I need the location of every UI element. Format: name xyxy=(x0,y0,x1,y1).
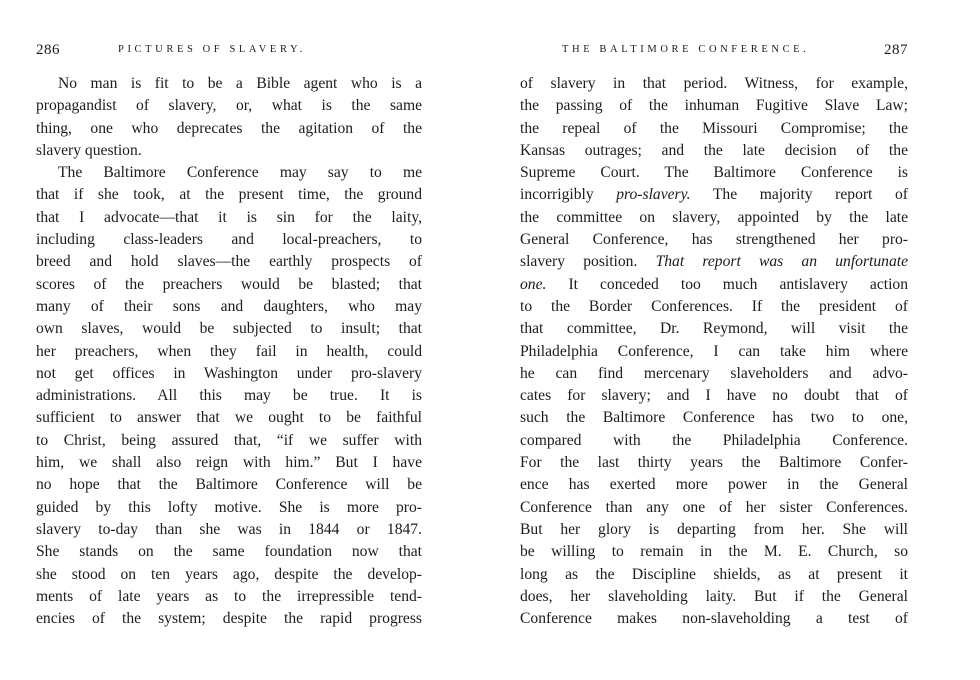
line-text: that committee, Dr. Reymond, will visit the xyxy=(520,320,908,338)
text-line xyxy=(36,608,422,630)
line-text: Supreme Court. The Baltimore Conference is xyxy=(520,164,908,182)
right-page-number: 287 xyxy=(884,42,908,58)
text-line xyxy=(520,385,908,407)
line-text: the committee on slavery, appointed by the late xyxy=(520,208,908,226)
right-page xyxy=(520,0,908,680)
line-text: Conference makes non-slaveholding a test of xyxy=(520,610,908,628)
line-text: to the Border Conferences. If the president of xyxy=(520,297,908,315)
text-line xyxy=(520,140,908,162)
text-line xyxy=(36,296,422,318)
line-text: does, her slaveholding laity. But if the General xyxy=(520,587,908,605)
text-line xyxy=(520,274,908,296)
line-text: many of their sons and daughters, who may xyxy=(36,297,422,315)
text-line xyxy=(36,586,422,608)
line-text: cates for slavery; and I have no doubt that of xyxy=(520,387,908,405)
line-text: he can find mercenary slaveholders and advo- xyxy=(520,364,908,382)
text-line xyxy=(520,162,908,184)
text-line xyxy=(36,274,422,296)
line-text: compared with the Philadelphia Conference. xyxy=(520,431,908,449)
text-line xyxy=(36,251,422,273)
line-text: such the Baltimore Conference has two to one, xyxy=(520,409,908,427)
left-page-number: 286 xyxy=(36,42,60,58)
left-running-title: PICTURES OF SLAVERY. xyxy=(118,44,307,55)
line-italic-text: That report was an unfortunate xyxy=(655,253,908,271)
line-text: the passing of the inhuman Fugitive Slave Law; xyxy=(520,97,908,115)
line-text: No man is fit to be a Bible agent who is a xyxy=(58,75,422,92)
text-line xyxy=(520,118,908,140)
text-line xyxy=(520,541,908,563)
line-text-after: The majority report of xyxy=(690,186,908,204)
text-line xyxy=(36,363,422,385)
line-text: encies of the system; despite the rapid progress xyxy=(36,610,422,628)
text-line xyxy=(520,407,908,429)
line-text: long as the Discipline shields, as at present it xyxy=(520,565,908,583)
line-text: no hope that the Baltimore Conference will be xyxy=(36,476,422,494)
text-line xyxy=(36,118,422,140)
line-text: Philadelphia Conference, I can take him where xyxy=(520,342,908,360)
line-text: slavery to-day than she was in 1844 or 1847. xyxy=(36,520,422,538)
line-text: slavery position. xyxy=(520,253,656,271)
line-text: ments of late years as to the irrepressible tend- xyxy=(36,587,422,605)
line-text: She stands on the same foundation now that xyxy=(36,543,422,561)
text-line xyxy=(36,318,422,340)
line-text: that I advocate—that it is sin for the laity, xyxy=(36,208,422,226)
text-line xyxy=(36,541,422,563)
text-line xyxy=(520,73,908,95)
line-text: The Baltimore Conference may say to me xyxy=(58,164,422,182)
line-text: scores of the preachers would be blasted; that xyxy=(36,275,422,293)
line-text: own slaves, would be subjected to insult; that xyxy=(36,320,422,338)
text-line xyxy=(520,207,908,229)
line-text: her preachers, when they fail in health, could xyxy=(36,342,422,360)
line-text: be willing to remain in the M. E. Church, so xyxy=(520,543,908,561)
right-running-title: THE BALTIMORE CONFERENCE. xyxy=(562,44,810,55)
line-text: that if she took, at the present time, the ground xyxy=(36,186,422,204)
line-text: incorrigibly xyxy=(520,186,617,204)
text-line xyxy=(36,407,422,429)
text-line xyxy=(36,519,422,541)
left-page xyxy=(36,0,422,680)
line-text: to Christ, being assured that, “if we suffer with xyxy=(36,431,422,449)
text-line xyxy=(36,341,422,363)
text-line xyxy=(520,564,908,586)
text-line xyxy=(520,95,908,117)
line-text: thing, one who deprecates the agitation of the xyxy=(36,119,422,137)
line-text: propagandist of slavery, or, what is the same xyxy=(36,97,422,115)
text-line xyxy=(36,430,422,452)
text-line xyxy=(520,519,908,541)
line-text: ence has exerted more power in the General xyxy=(520,476,908,494)
left-running-head xyxy=(36,42,422,62)
text-line xyxy=(36,184,422,206)
text-line xyxy=(36,207,422,229)
text-line xyxy=(36,564,422,586)
line-text: guided by this lofty motive. She is more pro- xyxy=(36,498,422,516)
text-line xyxy=(520,363,908,385)
line-text: slavery question. xyxy=(36,141,142,159)
line-text: breed and hold slaves—the earthly prospects of xyxy=(36,253,422,271)
line-italic-text: pro-slavery. xyxy=(616,186,691,204)
text-line xyxy=(36,73,422,95)
text-line xyxy=(36,497,422,519)
text-line xyxy=(520,184,908,206)
text-line xyxy=(520,341,908,363)
line-text: For the last thirty years the Baltimore Confer- xyxy=(520,454,908,472)
line-text: of slavery in that period. Witness, for example, xyxy=(520,75,908,92)
text-line xyxy=(520,586,908,608)
text-line xyxy=(36,452,422,474)
text-line xyxy=(520,497,908,519)
text-line xyxy=(520,296,908,318)
left-body-text xyxy=(36,73,422,630)
text-line xyxy=(36,140,422,162)
text-line xyxy=(36,385,422,407)
line-text: including class-leaders and local-preachers, to xyxy=(36,231,422,249)
line-text: him, we shall also reign with him.” But I have xyxy=(36,454,422,472)
text-line xyxy=(520,608,908,630)
line-text: Kansas outrages; and the late decision of the xyxy=(520,141,908,159)
text-line xyxy=(36,229,422,251)
line-text: Conference than any one of her sister Conferences. xyxy=(520,498,908,516)
line-text: General Conference, has strengthened her pro- xyxy=(520,231,908,249)
text-line xyxy=(520,430,908,452)
line-text-after: It conceded too much antislavery action xyxy=(546,275,908,293)
line-text: not get offices in Washington under pro-slavery xyxy=(36,364,422,382)
text-line xyxy=(520,251,908,273)
text-line xyxy=(520,452,908,474)
right-body-text xyxy=(520,73,908,630)
line-text: But her glory is departing from her. She will xyxy=(520,520,908,538)
text-line xyxy=(520,318,908,340)
right-running-head xyxy=(520,42,908,62)
line-text: administrations. All this may be true. It is xyxy=(36,387,422,405)
line-text: she stood on ten years ago, despite the develop- xyxy=(36,565,422,583)
text-line xyxy=(520,474,908,496)
text-line xyxy=(36,474,422,496)
line-text: sufficient to answer that we ought to be faithful xyxy=(36,409,422,427)
text-line xyxy=(36,95,422,117)
text-line xyxy=(36,162,422,184)
line-text: the repeal of the Missouri Compromise; the xyxy=(520,119,908,137)
text-line xyxy=(520,229,908,251)
line-italic-text: one. xyxy=(520,275,547,293)
